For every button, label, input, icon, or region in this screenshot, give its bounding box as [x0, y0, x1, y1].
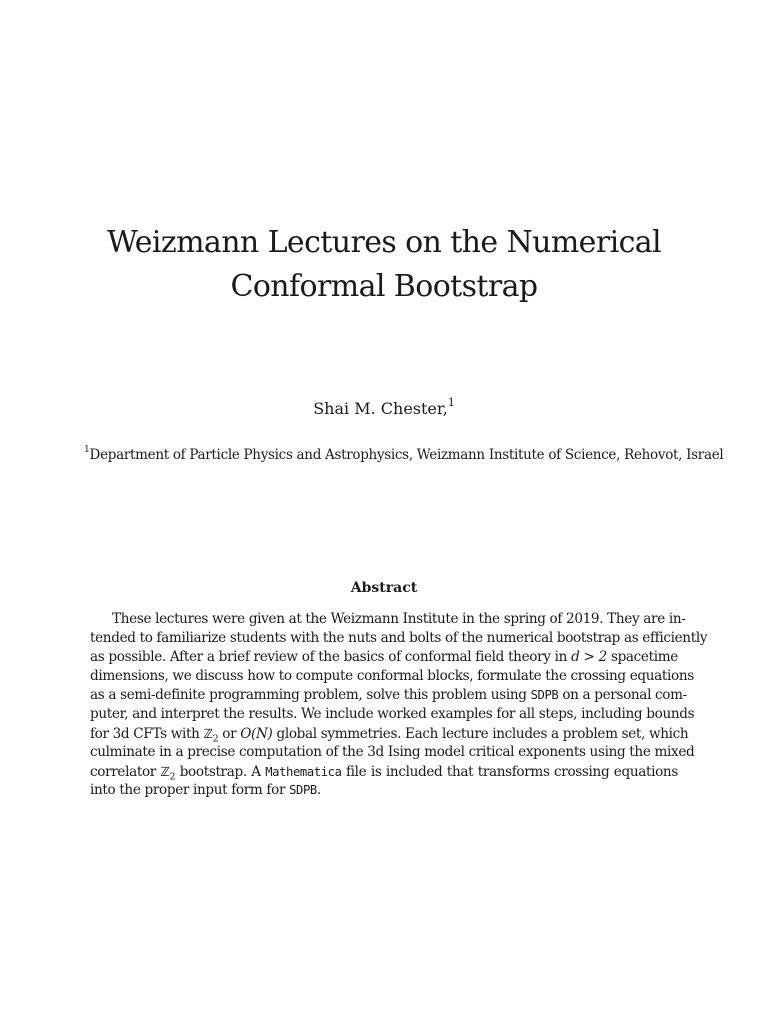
- abstract-text: correlator: [90, 764, 156, 780]
- z2-subscript: 2: [169, 771, 176, 783]
- abstract-text: file is included that transforms crossing equations: [345, 764, 678, 780]
- abstract-line: tended to familiarize students with the nuts and bolts of the numerical bootstrap as efficiently: [90, 630, 708, 646]
- code-term: SDPB: [530, 688, 559, 702]
- abstract-body: [90, 610, 708, 800]
- abstract-text: into the proper input form for: [90, 782, 286, 798]
- abstract-line: [90, 648, 678, 667]
- affiliation-text: Department of Particle Physics and Astrophysics, Weizmann Institute of Science, Rehovot, Israel: [89, 447, 724, 463]
- abstract-heading: Abstract: [350, 580, 418, 596]
- affiliation-mark: 1: [84, 444, 90, 456]
- code-term: Mathematica: [265, 765, 342, 779]
- abstract-text: for 3d CFTs with: [90, 726, 200, 742]
- author-line: [0, 398, 768, 420]
- z2-subscript: 2: [212, 733, 219, 745]
- code-term: SDPB: [289, 783, 317, 797]
- title-line-1: Weizmann Lectures on the Numerical: [106, 225, 662, 261]
- abstract-text: .: [316, 782, 321, 798]
- abstract-text: spacetime: [610, 649, 678, 665]
- author-affiliation-mark: 1: [447, 396, 455, 410]
- abstract-line: culminate in a precise computation of the 3d Ising model critical exponents using the mixed: [90, 744, 695, 760]
- inline-math: d > 2: [571, 649, 607, 665]
- abstract-text: or: [222, 726, 237, 742]
- abstract-text: as possible. After a brief review of the basics of conformal field theory in: [90, 649, 568, 665]
- abstract-line: These lectures were given at the Weizmann Institute in the spring of 2019. They are in-: [112, 611, 686, 627]
- abstract-line: [90, 781, 678, 800]
- abstract-text: as a semi-definite programming problem, solve this problem using: [90, 687, 527, 703]
- abstract-line: puter, and interpret the results. We include worked examples for all steps, including bounds: [90, 706, 695, 722]
- abstract-text: bootstrap. A: [179, 764, 261, 780]
- abstract-line: [90, 686, 687, 705]
- author-name: Shai M. Chester,: [313, 399, 448, 418]
- abstract-line: [90, 724, 689, 745]
- z2-symbol: ℤ: [203, 726, 213, 741]
- abstract-line: [90, 762, 678, 781]
- inline-math: O(N): [240, 726, 273, 742]
- abstract-text: on a personal com-: [562, 687, 687, 703]
- paper-title: [0, 221, 768, 309]
- abstract-line: dimensions, we discuss how to compute conformal blocks, formulate the crossing equations: [90, 668, 694, 684]
- affiliation-line: [84, 445, 724, 465]
- title-line-2: Conformal Bootstrap: [230, 269, 538, 305]
- z2-symbol: ℤ: [160, 764, 170, 779]
- abstract-text: global symmetries. Each lecture includes a problem set, which: [276, 726, 689, 742]
